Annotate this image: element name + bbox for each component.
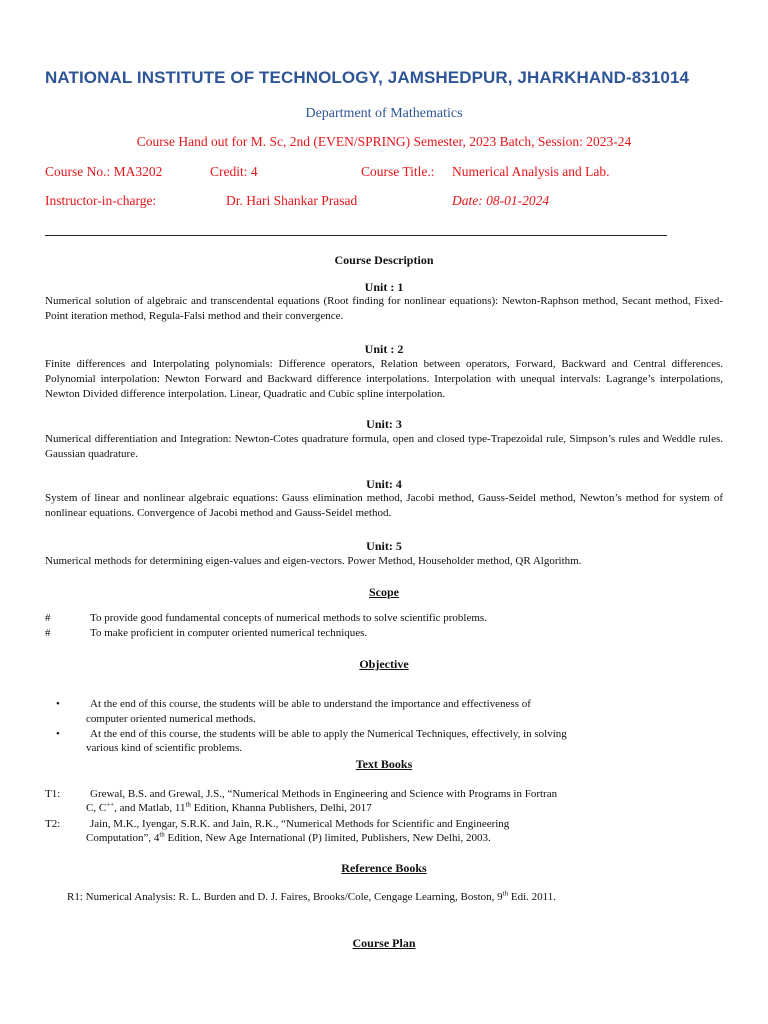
- unit-title: Unit : 1: [364, 280, 404, 294]
- institute-title: NATIONAL INSTITUTE OF TECHNOLOGY, JAMSHEDPUR, JHARKHAND-831014: [45, 68, 690, 87]
- course-number: Course No.: MA3202: [45, 164, 163, 179]
- course-credit: Credit: 4: [210, 164, 258, 179]
- textbook-entry-cont: C, C++, and Matlab, 11th Edition, Khanna Publishers, Delhi, 2017: [86, 800, 372, 814]
- course-plan-heading: Course Plan: [352, 936, 416, 950]
- unit-title: Unit: 3: [366, 417, 402, 431]
- reference-books-heading: Reference Books: [341, 861, 427, 875]
- textbook-label: T2:: [45, 818, 61, 830]
- objective-item: At the end of this course, the students will be able to understand the importance and effectiveness of: [90, 698, 531, 710]
- course-title-label: Course Title.:: [361, 164, 435, 179]
- header-divider: [45, 235, 667, 236]
- unit-title: Unit: 4: [366, 477, 402, 491]
- unit-title: Unit: 5: [366, 539, 402, 553]
- textbook-label: T1:: [45, 788, 61, 800]
- textbook-entry-cont: Computation”, 4th Edition, New Age International (P) limited, Publishers, New Delhi, 2003.: [86, 830, 491, 844]
- unit-text: Finite differences and Interpolating polynomials: Difference operators, Relation between operators, Forward, Backward and Central differences. Polynomial interpolation: Newton Forward and Backward difference interpolations. Interpolation with unequal intervals: Lagrange’s interpolations, Newton Divided difference interpolation. Linear, Quadratic and Cubic spline interpolation.: [45, 358, 723, 400]
- scope-marker: #: [45, 627, 51, 639]
- scope-item: To make proficient in computer oriented numerical techniques.: [90, 627, 368, 639]
- objective-item: At the end of this course, the students will be able to apply the Numerical Techniques, effectively, in solving: [90, 728, 567, 740]
- bullet-icon: •: [56, 698, 60, 710]
- unit-text: Numerical solution of algebraic and transcendental equations (Root finding for nonlinear equations): Newton-Raphson method, Secant method, Fixed-Point iteration method, Regula-Falsi method and their convergence.: [45, 295, 723, 322]
- scope-marker: #: [45, 612, 51, 624]
- textbook-entry: Jain, M.K., Iyengar, S.R.K. and Jain, R.K., “Numerical Methods for Scientific and Engineering: [90, 818, 510, 830]
- bullet-icon: •: [56, 728, 60, 740]
- scope-item: To provide good fundamental concepts of numerical methods to solve scientific problems.: [90, 612, 487, 624]
- textbook-entry: Grewal, B.S. and Grewal, J.S., “Numerical Methods in Engineering and Science with Programs in Fortran: [90, 788, 558, 800]
- course-description-heading: Course Description: [334, 253, 434, 267]
- department-name: Department of Mathematics: [305, 106, 463, 121]
- unit-text: System of linear and nonlinear algebraic equations: Gauss elimination method, Jacobi method, Gauss-Seidel method, Newton’s method for system of nonlinear equations. Convergence of Jacobi method and Gauss-Seidel method.: [45, 492, 723, 519]
- objective-item-cont: various kind of scientific problems.: [86, 742, 243, 754]
- course-title: Numerical Analysis and Lab.: [452, 164, 610, 179]
- unit-title: Unit : 2: [364, 342, 404, 356]
- handout-date: Date: 08-01-2024: [452, 193, 550, 208]
- scope-heading: Scope: [369, 585, 399, 599]
- unit-text: Numerical differentiation and Integration: Newton-Cotes quadrature formula, open and closed type-Trapezoidal rule, Simpson’s rules and Weddle rules. Gaussian quadrature.: [45, 433, 723, 460]
- text-books-heading: Text Books: [355, 757, 413, 771]
- objective-item-cont: computer oriented numerical methods.: [86, 713, 256, 725]
- handout-title: Course Hand out for M. Sc, 2nd (EVEN/SPRING) Semester, 2023 Batch, Session: 2023-24: [136, 134, 632, 149]
- reference-entry: R1: Numerical Analysis: R. L. Burden and D. J. Faires, Brooks/Cole, Cengage Learning, Boston, 9th Edi. 2011.: [67, 889, 556, 903]
- unit-text: Numerical methods for determining eigen-values and eigen-vectors. Power Method, Householder method, QR Algorithm.: [45, 555, 582, 567]
- instructor-name: Dr. Hari Shankar Prasad: [226, 193, 358, 208]
- instructor-label: Instructor-in-charge:: [45, 193, 157, 208]
- objective-heading: Objective: [359, 657, 409, 671]
